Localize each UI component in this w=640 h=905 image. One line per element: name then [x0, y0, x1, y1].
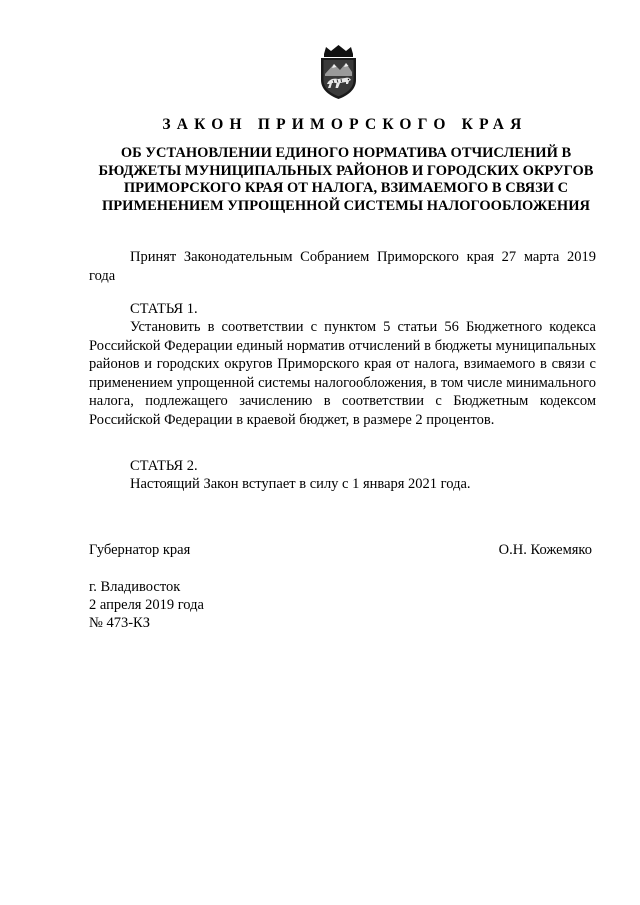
- law-subtitle: ОБ УСТАНОВЛЕНИИ ЕДИНОГО НОРМАТИВА ОТЧИСЛЕНИЙ В БЮДЖЕТЫ МУНИЦИПАЛЬНЫХ РАЙОНОВ И ГОРОДСКИХ ОКРУГОВ ПРИМОРСКОГО КРАЯ ОТ НАЛОГА, ВЗИМАЕМОГО В СВЯЗИ С ПРИМЕНЕНИЕМ УПРОЩЕННОЙ СИСТЕМЫ НАЛОГООБЛОЖЕНИЯ: [98, 145, 594, 214]
- coat-of-arms-icon: [316, 44, 361, 100]
- adoption-statement: Принят Законодательным Собранием Приморского края 27 марта 2019 года: [89, 249, 596, 284]
- signing-date: 2 апреля 2019 года: [89, 597, 204, 613]
- signatory-name: О.Н. Кожемяко: [498, 542, 592, 558]
- article-1-text: Установить в соответствии с пунктом 5 статьи 56 Бюджетного кодекса Российской Федерации единый норматив отчислений в бюджеты муниципальных районов и городских округов Приморского края от налога, взимаемого в связи с применением упрощенной системы налогообложения, в том числе минимального налога, подлежащего зачислению в соответствии с Бюджетным кодексом Российской Федерации в краевой бюджет, в размере 2 процентов.: [89, 319, 596, 428]
- article-2-text: Настоящий Закон вступает в силу с 1 января 2021 года.: [130, 476, 471, 492]
- article-2-heading: СТАТЬЯ 2.: [130, 458, 198, 474]
- article-1-heading: СТАТЬЯ 1.: [130, 301, 198, 317]
- city: г. Владивосток: [89, 579, 181, 595]
- signatory-position: Губернатор края: [89, 542, 191, 558]
- law-title: ЗАКОН ПРИМОРСКОГО КРАЯ: [162, 116, 528, 133]
- document-footer: [89, 578, 204, 632]
- law-number: № 473-КЗ: [89, 615, 150, 631]
